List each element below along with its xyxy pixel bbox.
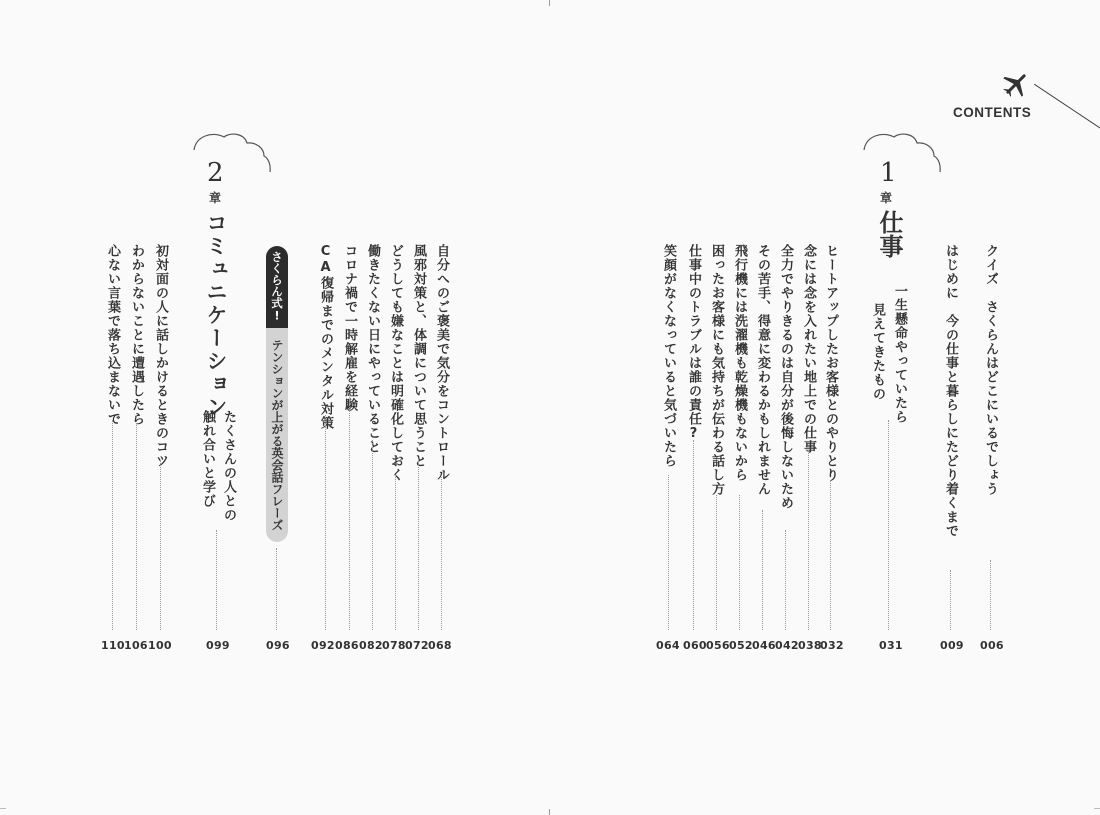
- column-title[interactable]: テンションが上がる英会話フレーズ: [266, 328, 288, 542]
- leader-dots: [136, 415, 137, 630]
- toc-entry[interactable]: 自分へのご褒美で気分をコントロール: [434, 244, 449, 482]
- leader-dots: [276, 548, 277, 630]
- leader-dots: [990, 560, 991, 630]
- chapter1-subtitle-page: 031: [879, 639, 903, 652]
- leader-dots: [950, 570, 951, 630]
- chapter1-number: 1: [880, 158, 897, 188]
- chapter1-label: 章: [880, 191, 893, 205]
- toc-entry[interactable]: 全力でやりきるのは自分が後悔しないため: [778, 244, 793, 510]
- leader-dots: [349, 395, 350, 630]
- leader-dots: [441, 475, 442, 630]
- crop-mark-right: [1094, 808, 1100, 809]
- leader-dots: [216, 530, 217, 630]
- column-tag: さくらん式!: [266, 246, 288, 328]
- leader-dots: [716, 495, 717, 630]
- chapter2-subtitle-line2: 触れ合いと学び: [200, 410, 215, 508]
- leader-dots: [830, 480, 831, 630]
- leader-dots: [395, 475, 396, 630]
- toc-page: 068: [428, 639, 452, 652]
- toc-page: 064: [656, 639, 680, 652]
- airplane-icon: [1002, 70, 1030, 98]
- toc-entry-quiz[interactable]: クイズ さくらんはどこにいるでしょう: [983, 244, 998, 496]
- contents-line: [1034, 84, 1100, 130]
- toc-page: 032: [820, 639, 844, 652]
- toc-page: 078: [382, 639, 406, 652]
- toc-page: 082: [359, 639, 383, 652]
- toc-entry[interactable]: 働きたくない日にやっていること: [365, 244, 380, 454]
- toc-page: 106: [124, 639, 148, 652]
- toc-entry[interactable]: 困ったお客様にも気持ちが伝わる話し方: [709, 244, 724, 496]
- toc-entry[interactable]: ヒートアップしたお客様とのやりとり: [823, 244, 838, 482]
- toc-page-quiz: 006: [980, 639, 1004, 652]
- toc-entry[interactable]: 初対面の人に話しかけるときのコツ: [153, 244, 168, 468]
- leader-dots: [112, 420, 113, 630]
- leader-dots: [888, 420, 889, 630]
- toc-page: 042: [775, 639, 799, 652]
- chapter2-title: コミュニケーション: [204, 212, 228, 419]
- toc-page: 056: [706, 639, 730, 652]
- crop-mark-bottom: [549, 809, 550, 815]
- toc-entry[interactable]: どうしても嫌なことは明確化しておく: [388, 244, 403, 482]
- toc-entry[interactable]: 飛行機には洗濯機も乾燥機もないから: [732, 244, 747, 482]
- toc-entry[interactable]: 笑顔がなくなっていると気づいたら: [661, 244, 676, 468]
- chapter2-label: 章: [209, 191, 222, 205]
- leader-dots: [739, 495, 740, 630]
- toc-entry[interactable]: 心ない言葉で落ち込まないで: [105, 244, 120, 426]
- toc-entry[interactable]: その苦手、得意に変わるかもしれません: [755, 244, 770, 496]
- toc-page: 052: [729, 639, 753, 652]
- leader-dots: [372, 440, 373, 630]
- leader-dots: [418, 460, 419, 630]
- chapter2-number: 2: [207, 158, 224, 188]
- cloud-icon: [862, 128, 942, 186]
- toc-entry[interactable]: 仕事中のトラブルは誰の責任?: [686, 244, 701, 442]
- toc-page: 046: [752, 639, 776, 652]
- contents-heading: CONTENTS: [953, 105, 1032, 120]
- toc-entry[interactable]: コロナ禍で一時解雇を経験: [342, 244, 357, 412]
- cloud-icon: [192, 128, 272, 186]
- leader-dots: [668, 475, 669, 630]
- toc-entry[interactable]: 風邪対策と、体調について思うこと: [411, 244, 426, 468]
- leader-dots: [693, 440, 694, 630]
- crop-mark-left: [0, 808, 6, 809]
- toc-page: 038: [798, 639, 822, 652]
- leader-dots: [785, 530, 786, 630]
- leader-dots: [808, 450, 809, 630]
- chapter1-title: 仕事: [875, 210, 903, 258]
- toc-page: 060: [683, 639, 707, 652]
- toc-entry[interactable]: 念には念を入れたい地上での仕事: [801, 244, 816, 454]
- column-page: 096: [266, 639, 290, 652]
- leader-dots: [325, 415, 326, 630]
- leader-dots: [160, 460, 161, 630]
- toc-entry[interactable]: わからないことに遭遇したら: [129, 244, 144, 426]
- toc-entry-hajimeni[interactable]: はじめに 今の仕事と暮らしにたどり着くまで: [943, 244, 958, 538]
- crop-mark-top: [549, 0, 550, 6]
- toc-page: 092: [311, 639, 335, 652]
- toc-entry[interactable]: CA復帰までのメンタル対策: [318, 244, 333, 430]
- chapter1-subtitle-line2: 見えてきたもの: [870, 303, 885, 401]
- toc-page: 086: [335, 639, 359, 652]
- toc-page: 110: [101, 639, 125, 652]
- chapter2-subtitle-line1: たくさんの人との: [221, 410, 236, 522]
- leader-dots: [762, 510, 763, 630]
- chapter2-subtitle-page: 099: [206, 639, 230, 652]
- toc-page-hajimeni: 009: [940, 639, 964, 652]
- toc-page: 072: [405, 639, 429, 652]
- toc-page: 100: [148, 639, 172, 652]
- chapter1-subtitle-line1: 一生懸命やっていたら: [892, 284, 907, 424]
